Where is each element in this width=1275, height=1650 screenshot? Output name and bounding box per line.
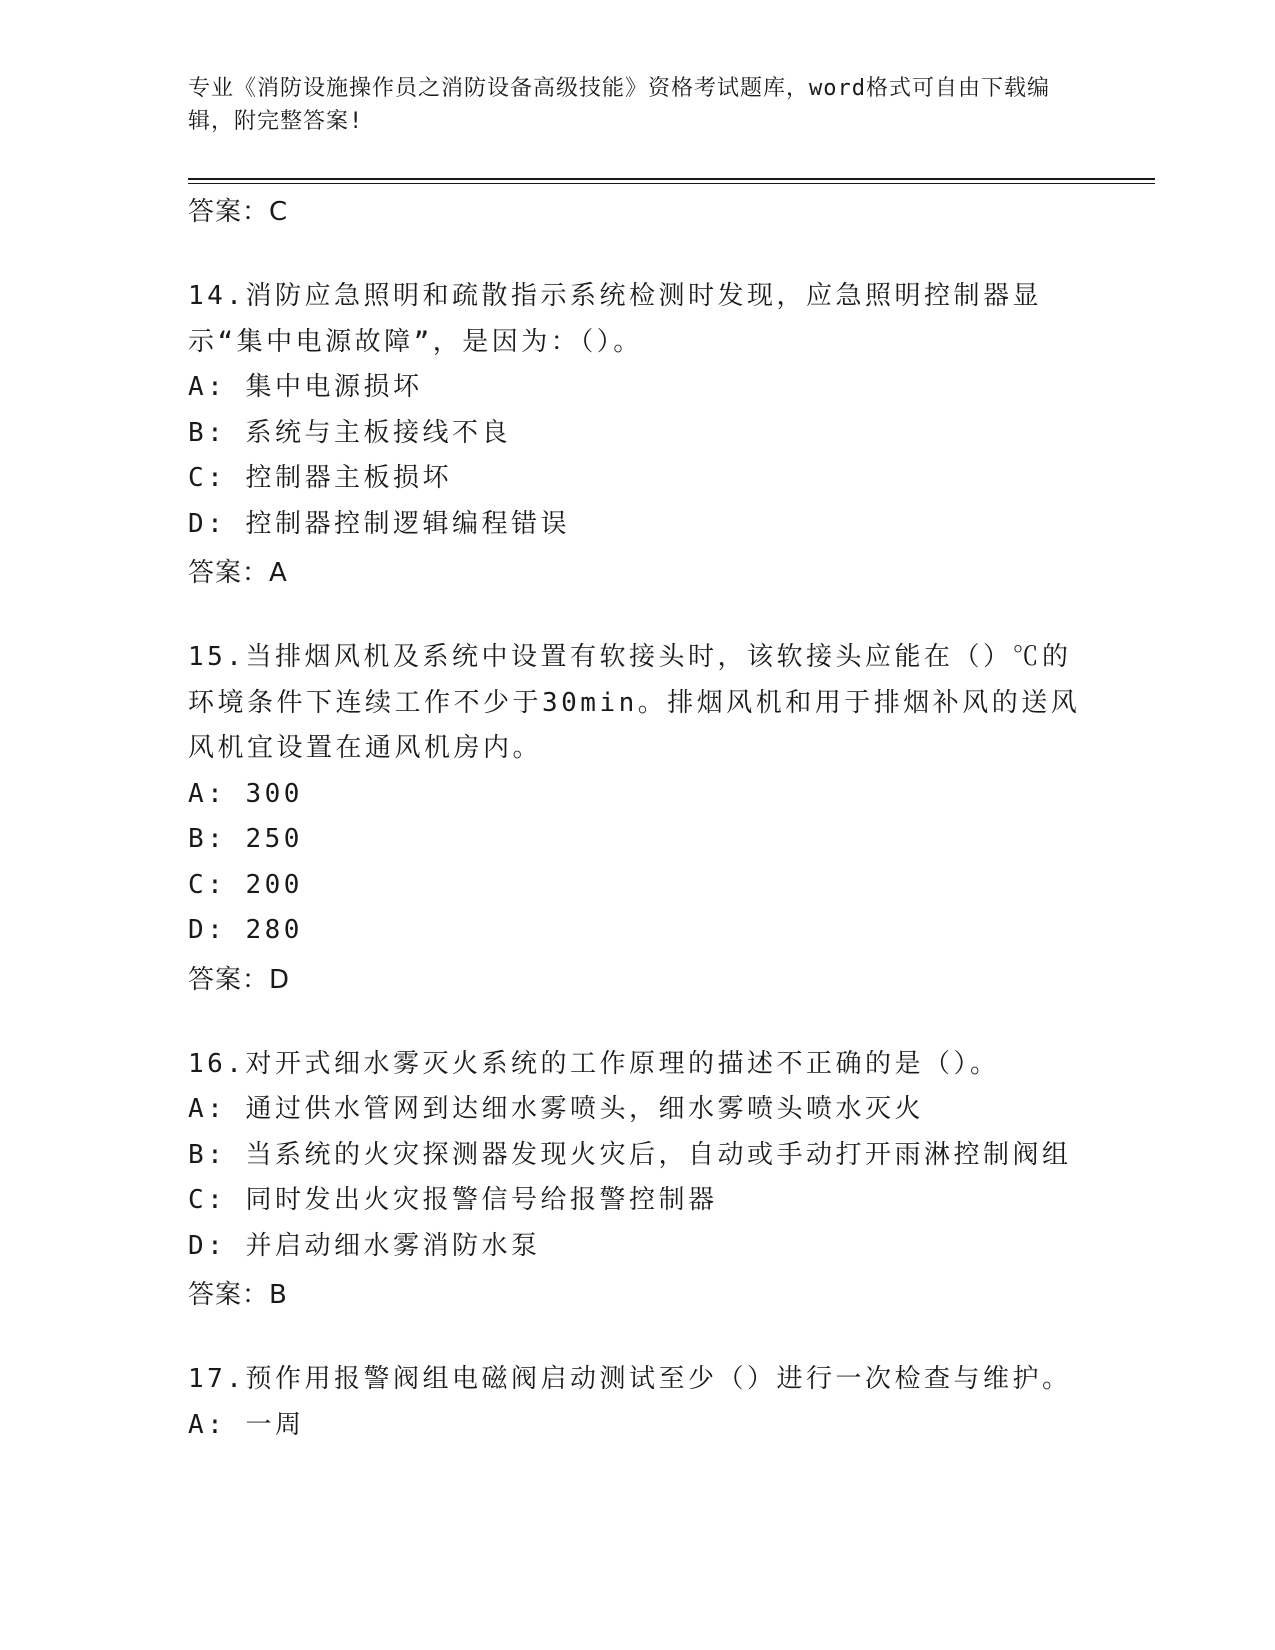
option-d: D: 控制器控制逻辑编程错误 [188,508,570,539]
answer-line: 答案：A [188,558,288,588]
question-14 [188,274,1088,599]
spacer [188,238,1088,274]
header-divider-thin [188,183,1155,184]
option-b: B: 当系统的火灾探测器发现火灾后，自动或手动打开雨淋控制阀组 [188,1139,1072,1170]
option-c: C: 同时发出火灾报警信号给报警控制器 [188,1185,718,1215]
header-divider-thick [188,178,1155,180]
option-d: D: 并启动细水雾消防水泵 [188,1230,541,1261]
answer-line: 答案：C [188,197,289,227]
spacer [188,1006,1088,1042]
option-a: A: 通过供水管网到达细水雾喷头，细水雾喷头喷水灭火 [188,1094,924,1124]
option-c: C: 控制器主板损坏 [188,463,452,493]
answer-line: 答案：B [188,1280,288,1310]
option-b: B: 系统与主板接线不良 [188,417,511,448]
question-stem: 17.预作用报警阀组电磁阀启动测试至少（）进行一次检查与维护。 [188,1364,1072,1394]
question-17 [188,1357,1088,1448]
question-stem: 14.消防应急照明和疏散指示系统检测时发现，应急照明控制器显示“集中电源故障”，是因为：（）。 [188,281,1042,357]
option-d: D: 280 [188,915,303,945]
spacer [188,599,1088,635]
question-stem: 15.当排烟风机及系统中设置有软接头时，该软接头应能在（）℃的环境条件下连续工作不少于30min。排烟风机和用于排烟补风的送风风机宜设置在通风机房内。 [188,642,1081,763]
document-header: 专业《消防设施操作员之消防设备高级技能》资格考试题库，word格式可自由下载编辑，附完整答案! [188,76,1050,134]
question-list [188,186,1088,1448]
option-b: B: 250 [188,824,303,854]
question-16 [188,1042,1088,1322]
option-a: A: 集中电源损坏 [188,372,423,402]
option-c: C: 200 [188,869,303,900]
question-15 [188,635,1088,1006]
answer-line: 答案：D [188,964,291,995]
option-a: A: 一周 [188,1409,305,1440]
spacer [188,1321,1088,1357]
option-a: A: 300 [188,778,303,809]
question-stem: 16.对开式细水雾灭火系统的工作原理的描述不正确的是（）。 [188,1048,1000,1079]
